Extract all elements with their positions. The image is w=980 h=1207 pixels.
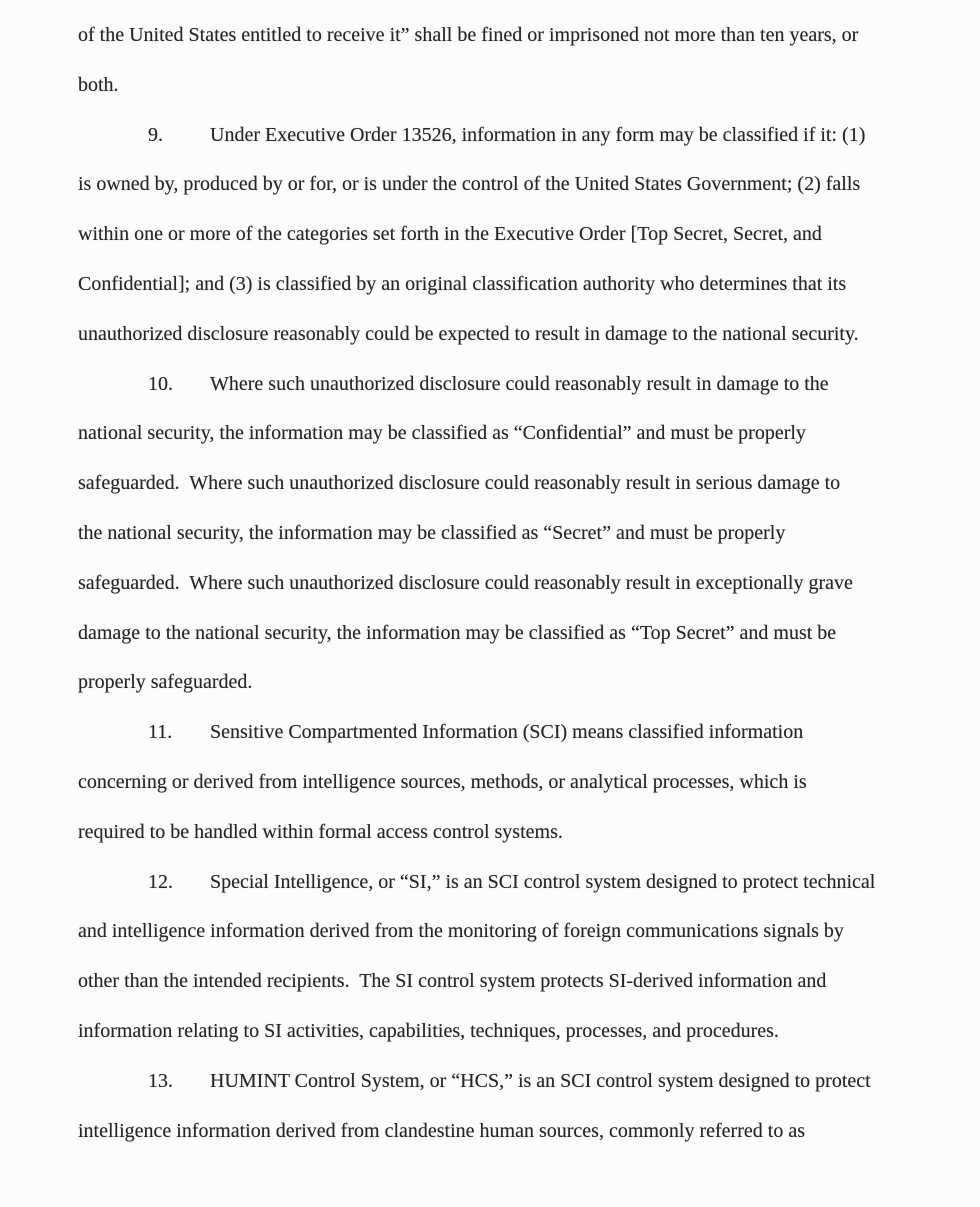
paragraph-first-line xyxy=(78,1057,944,1107)
document-text xyxy=(78,11,944,1156)
text-line: safeguarded. Where such unauthorized disclosure could reasonably result in serious damage to xyxy=(78,472,841,495)
text-line: properly safeguarded. xyxy=(78,671,253,694)
text-line: required to be handled within formal access control systems. xyxy=(78,820,563,843)
text-line: safeguarded. Where such unauthorized disclosure could reasonably result in exceptionally grave xyxy=(78,571,853,594)
text-line: damage to the national security, the information may be classified as “Top Secret” and must be xyxy=(78,621,837,644)
paragraph-first-line xyxy=(78,708,944,758)
text-line: intelligence information derived from clandestine human sources, commonly referred to as xyxy=(78,1119,805,1142)
text-line: information relating to SI activities, capabilities, techniques, processes, and procedures. xyxy=(78,1019,779,1042)
paragraph-first-line xyxy=(78,111,944,161)
paragraph-text: Where such unauthorized disclosure could reasonably result in damage to the xyxy=(210,372,829,395)
paragraph-first-line xyxy=(78,858,944,908)
paragraph-text: HUMINT Control System, or “HCS,” is an SCI control system designed to protect xyxy=(210,1069,871,1092)
paragraph-text: Sensitive Compartmented Information (SCI) means classified information xyxy=(210,721,804,744)
text-line: concerning or derived from intelligence sources, methods, or analytical processes, which is xyxy=(78,770,807,793)
paragraph-text: Special Intelligence, or “SI,” is an SCI control system designed to protect technical xyxy=(210,870,876,893)
text-line: both. xyxy=(78,73,119,96)
paragraph-first-line xyxy=(78,360,944,410)
text-line: unauthorized disclosure reasonably could be expected to result in damage to the national security. xyxy=(78,322,859,345)
paragraph-number: 13. xyxy=(148,1069,173,1092)
paragraph-number: 9. xyxy=(148,123,163,146)
paragraph-number: 11. xyxy=(148,721,173,744)
text-line: within one or more of the categories set forth in the Executive Order [Top Secret, Secret, and xyxy=(78,223,822,246)
text-line: the national security, the information may be classified as “Secret” and must be properly xyxy=(78,521,786,544)
text-line: Confidential]; and (3) is classified by an original classification authority who determines that its xyxy=(78,272,847,295)
paragraph-number: 12. xyxy=(148,870,173,893)
text-line: is owned by, produced by or for, or is under the control of the United States Government; (2) falls xyxy=(78,173,861,196)
text-line: national security, the information may be classified as “Confidential” and must be properly xyxy=(78,422,806,445)
paragraph-text: Under Executive Order 13526, information in any form may be classified if it: (1) xyxy=(210,123,866,146)
text-line: of the United States entitled to receive it” shall be fined or imprisoned not more than ten years, or xyxy=(78,24,859,46)
text-line: and intelligence information derived from the monitoring of foreign communications signals by xyxy=(78,920,844,943)
text-line: other than the intended recipients. The SI control system protects SI-derived information and xyxy=(78,970,827,993)
paragraph-number: 10. xyxy=(148,372,173,395)
